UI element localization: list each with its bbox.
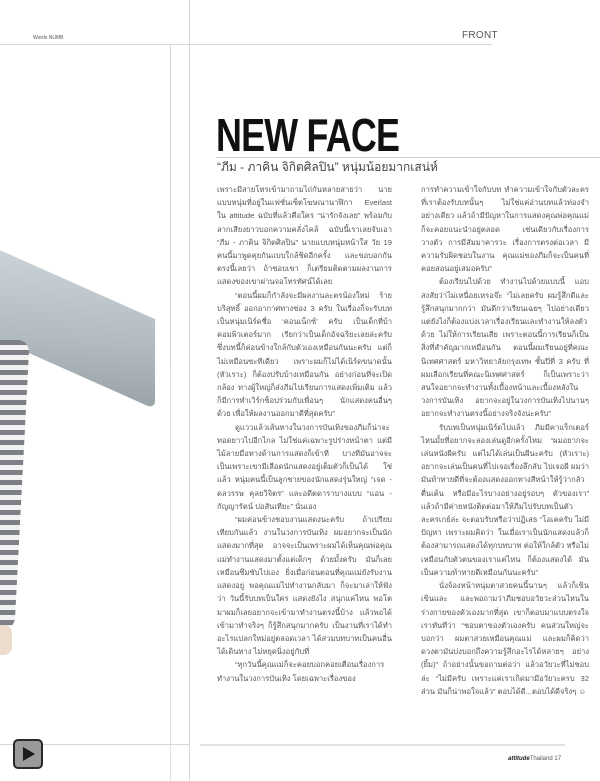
paragraph: เพราะมีสายโทรเข้ามาถามไถ่กันหลายสายว่า นายแบบหนุ่มที่อยู่ในแฟชั่นเซ็ตโฆษณานาฬิกา Everlast ใน attitude ฉบับที่แล้วคือใคร “น่ารักจังเลย” พร้อมกับลากเสียงยาวบอกความคลั่งไคล้ ฉบับนี้เราเลยจับเอา “ภีม - ภาคิน จิกิตศิลปิน” นายแบบหนุ่มหน้าใส วัย 19 คนนี้มาพูดคุยกันแบบใกล้ชิดอีกครั้ง และขอบอกกันตรงนี้เลยว่า ถ้าชอบเขา ก็เตรียมติดตามผลงานการแสดงของเขาผ่านจอโทรทัศน์ได้เลย xyxy=(217,185,392,287)
play-icon xyxy=(20,746,36,762)
author-credit: Words NUMB xyxy=(33,35,64,41)
gutter-line-outer xyxy=(189,0,190,781)
paragraph: การทำความเข้าใจกับบท ทำความเข้าใจกับตัวละครที่เราต้องรับบทนั้นๆ ไม่ใช่แค่อ่านบทแล้วท่องจำอย่างเดียว แล้วถ้ามีปัญหาในการแสดงคุณพ่อคุณแม่ก็จะคอยแนะนำอยู่ตลอด เช่นเดียวกับเรื่องการวางตัว การมีสัมมาคารวะ เรื่องการตรงต่อเวลา มีความรับผิดชอบในงาน คุณแม่ของภีมก็จะเป็นคนที่คอยสอนอยู่เสมอครับ” xyxy=(421,185,589,274)
paragraph: “ผมค่อนข้างชอบงานแสดงนะครับ ถ้าเปรียบเทียบกันแล้ว งานในวงการบันเทิง ผมอยากจะเป็นนักแสดงมากที่สุด อาจจะเป็นเพราะผมได้เห็นคุณพ่อคุณแม่ทำงานแสดงมาตั้งแต่เด็กๆ ด้วยมั้งครับ มันก็เลยเหมือนซึมซับไปเอง ยิ่งเมื่อก่อนตอนที่คุณแม่ยังรับงานแสดงอยู่ พอคุณแม่ไปทำงานกลับมา ก็จะมาเล่าให้ฟังว่า วันนี้รับบทเป็นใคร แสดงยังไง สนุกแค่ไหน พอโตมาผมก็เลยอยากจะเข้ามาทำงานตรงนี้บ้าง แล้วพอได้เข้ามาทำจริงๆ ก็รู้สึกสนุกมากครับ เป็นงานที่เราได้ทำอะไรแปลกใหม่อยู่ตลอดเวลา ได้สวมบทบาทเป็นคนอื่น ได้เดินทาง ไม่หยุดนิ่งอยู่กับที่ xyxy=(217,515,392,657)
paragraph: ดูแววแล้วเส้นทางในวงการบันเทิงของภีมก็น่าจะทอดยาวไปอีกไกล ไม่ใช่แค่เฉพาะรูปร่างหน้าตา แต่มีไม้ลายมือทางด้านการแสดงก็เข้าที บางทีมันอาจจะเป็นเพราะเขามีเลือดนักแสดงอยู่เต็มตัวก็เป็นได้ ใช่แล้ว หนุ่มคนนี้เป็นลูกชายของนักแสดงรุ่นใหญ่ “เจด - ดลวรรษ คุลยวิจิตร” และอดีตดาราบางแบบ “แอน - กัญญารัตน์ ปอสันเทียะ” นั่นเอง xyxy=(217,422,392,511)
article-column-left xyxy=(217,183,392,685)
brand-region: Thailand xyxy=(529,756,553,762)
photo-striped-sleeve xyxy=(0,340,30,630)
article-title: NEW FACE xyxy=(216,109,400,161)
paragraph: “ตอนนี้ผมก็กำลังจะมีผลงานละครน้องใหม่ ร้ายบริสุทธิ์ ออกอากาศทางช่อง 3 ครับ ในเรื่องก็จะรับบทเป็นหนุ่มเนิร์ดชื่อ ‘คอนเน็กซ์’ ครับ เป็นเด็กที่บ้าคอมพิวเตอร์มาก เรียกว่าเป็นเด็กอัจฉริยะเลยล่ะครับ ซึ่งบทนี้ก็ค่อนข้างใกล้กับตัวเองเหมือนกันนะครับ แต่ก็ไม่เหมือนซะทีเดียว เพราะผมก็ไม่ได้เนิร์ดขนาดนั้น (หัวเราะ) ก็ต้องปรับบ้างเหมือนกัน อย่างก่อนที่จะเปิดกล้อง ทางผู้ใหญ่ก็ส่งภีมไปเรียนการแสดงเพิ่มเติม แล้วก็มีการทำเวิร์กช็อปร่วมกับเพื่อนๆ นักแสดงคนอื่นๆ ด้วย เพื่อให้ผลงานออกมาดีที่สุดครับ” xyxy=(217,290,392,419)
paragraph: รับบทเป็นหนุ่มเนิร์ดไปแล้ว ภีมมีคาแร็กเตอร์ไหนมั้ยที่อยากจะลองเล่นดูอีกครั้งไหม “ผมอยากจะเล่นหนังผีครับ แต่ไม่ได้เล่นเป็นผีนะครับ (หัวเราะ) อยากจะเล่นเป็นคนที่ไปเจอเรื่องลึกลับ ไปเจอผี ผมว่ามันท้าทายดีที่จะต้องแสดงออกทางสีหน้าให้รู้ว่ากลัว ตื่นเต้น หรือมีอะไรบางอย่างอยู่รอบๆ ตัวของเรา” แล้วถ้ามีค่ายหนังติดต่อมาให้ภีมไปรับบทเป็นตัวละครเกย์ล่ะ จะตอบรับหรือว่าปฏิเสธ “โอเคครับ ไม่มีปัญหา เพราะผมคิดว่า ในเมื่อเราเป็นนักแสดงแล้วก็ต้องสามารถแสดงได้ทุกบทบาท ต่อให้ใกล้ตัว หรือไม่เหมือนกับตัวตนของเราแค่ไหน ก็ต้องแสดงได้ มันเป็นความท้าทายดีเหมือนกันนะครับ” xyxy=(421,422,589,577)
section-label: FRONT xyxy=(462,30,498,41)
footer-brand xyxy=(508,756,561,762)
gutter-line-lower xyxy=(170,44,171,781)
footer-rule-right xyxy=(200,744,565,746)
paragraph: ต้องเรียนไปด้วย ทำงานไปด้วยแบบนี้ แอบสงสัยว่าไม่เหนื่อยเหรอจ๊ะ “ไม่เลยครับ ผมรู้สึกดีและรู้สึกสนุกมากกว่า มันดีกว่าเรียนเฉยๆ ไปอย่างเดียว แต่ยังไงก็ต้องแบ่งเวลาเรื่องเรียนและทำงานให้ลงตัวด้วย ไม่ให้การเรียนเสีย เพราะตอนนี้การเรียนก็เป็นสิ่งที่สำคัญมากเหมือนกัน ตอนนี้ผมเรียนอยู่ที่คณะนิเทศศาสตร์ มหาวิทยาลัยกรุงเทพ ชั้นปีที่ 3 ครับ ที่ผมเลือกเรียนที่คณะนิเทศศาสตร์ ก็เป็นเพราะว่าสนใจอยากจะทำงานทั้งเบื้องหน้าและเบื้องหลังในวงการบันเทิง อยากจะอยู่ในวงการบันเทิงไปนานๆ อยากจะทำงานตรงนี้อย่างจริงจังน่ะครับ” xyxy=(421,277,589,419)
play-button[interactable] xyxy=(13,739,43,769)
brand-name: attitude xyxy=(508,756,530,762)
cover-photo xyxy=(0,40,160,750)
page-number: 17 xyxy=(554,756,562,762)
article-column-right xyxy=(421,183,589,698)
photo-hand xyxy=(0,625,12,655)
article-subtitle: “ภีม - ภาคิน จิกิตศิลปิน” หนุ่มน้อยมากเสน่ห์ xyxy=(217,160,438,174)
paragraph: นั่งจ้องหน้าหนุ่มตาสวยคนนี้นานๆ แล้วก็เขินเขินและ และพอถามว่าภีมชอบอวัยวะส่วนไหนในร่างกายของตัวเองมากที่สุด เขาก็ตอบมาแบบตรงใจเราทันทีว่า “ชอบตาของตัวเองครับ คนส่วนใหญ่จะบอกว่า ผมตาสวยเหมือนคุณแม่ และผมก็คิดว่าดวงตามันบ่งบอกถึงความรู้สึกอะไรได้หลายๆ อย่าง (ยิ้ม)” ถ้าอย่างนั้นขอถามต่อว่า แล้วอวัยวะที่ไม่ชอบล่ะ “ไม่มีครับ เพราะแค่เราเกิดมามีอวัยวะครบ 32 ส่วน มันก็น่าพอใจแล้ว” ตอบได้ดี...ตอบได้ดีจริงๆ ☺ xyxy=(421,581,589,696)
paragraph: “ทุกวันนี้คุณแม่ก็จะคอยบอกคอยเตือนเรื่องการทำงานในวงการบันเทิง โดยเฉพาะเรื่องของ xyxy=(217,660,385,683)
header-rule-right xyxy=(166,44,492,45)
